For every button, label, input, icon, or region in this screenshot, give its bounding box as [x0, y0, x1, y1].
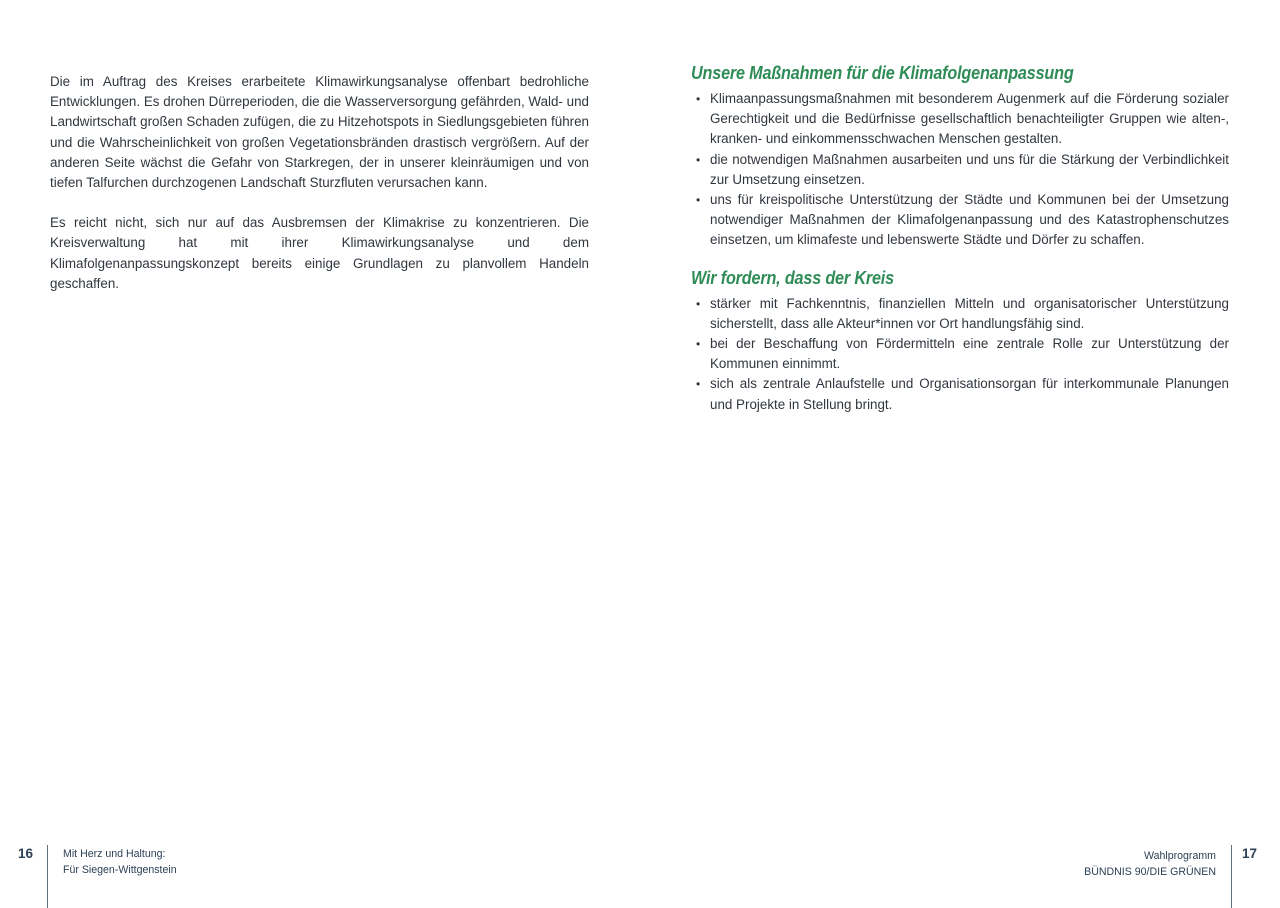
bullet-text: die notwendigen Maßnahmen ausarbeiten und uns für die Stärkung der Verbindlichkeit zur Umsetzung einsetzen.: [710, 151, 1229, 187]
page-left-text-column: [50, 72, 589, 294]
bullet-list: [691, 294, 1229, 415]
footer-divider-left: [47, 845, 48, 908]
list-item: [691, 89, 1229, 150]
bullet-icon: •: [696, 377, 701, 392]
bullet-text: uns für kreispolitische Unterstützung der Städte und Kommunen bei der Umsetzung notwendiger Maßnahmen der Klimafolgenanpassung und des Katastrophenschutzes einsetzen, um klimafeste und lebenswerte Städte und Dörfer zu schaffen.: [710, 192, 1229, 248]
footer-imprint-left: [63, 847, 177, 878]
page-right-text-column: [691, 63, 1229, 415]
bullet-text: bei der Beschaffung von Fördermitteln eine zentrale Rolle zur Unterstützung der Kommunen einnimmt.: [710, 336, 1229, 372]
bullet-icon: •: [696, 296, 701, 311]
bullet-icon: •: [696, 337, 701, 352]
paragraph: Es reicht nicht, sich nur auf das Ausbremsen der Klimakrise zu konzentrieren. Die Kreisverwaltung hat mit ihrer Klimawirkungsanalyse und dem Klimafolgenanpassungskonzept bereits einige Grundlagen zu planvollem Handeln geschaffen.: [50, 215, 589, 291]
footer-imprint-right: [1084, 849, 1216, 880]
bullet-text: stärker mit Fachkenntnis, finanziellen Mitteln und organisatorischer Unterstützung sicherstellt, dass alle Akteur*innen vor Ort handlungsfähig sind.: [710, 295, 1229, 331]
bullet-text: Klimaanpassungsmaßnahmen mit besonderem Augenmerk auf die Förderung sozialer Gerechtigkeit und die Bedürfnisse gesellschaftlich benachteiligter Gruppen wie alten-, kranken- und einkommensschwachen Menschen gestalten.: [710, 91, 1229, 147]
page-number-left: 16: [18, 846, 34, 861]
list-item: [691, 334, 1229, 374]
imprint-line: BÜNDNIS 90/DIE GRÜNEN: [1084, 865, 1216, 878]
list-item: [691, 294, 1229, 334]
list-item: [691, 374, 1229, 414]
paragraph: Die im Auftrag des Kreises erarbeitete Klimawirkungsanalyse offenbart bedrohliche Entwicklungen. Es drohen Dürreperioden, die die Wasserversorgung gefährden, Wald- und Landwirtschaft großen Schaden zufügen, die zu Hitzehotspots in Siedlungsgebieten führen und die Wahrscheinlichkeit von großen Vegetationsbränden drastisch vergrößern. Auf der anderen Seite wächst die Gefahr von Starkregen, der in unserer kleinräumigen und von tiefen Talfurchen durchzogenen Landschaft Sturzfluten verursachen kann.: [50, 74, 589, 191]
imprint-line: Für Siegen-Wittgenstein: [63, 863, 177, 876]
footer-divider-right: [1231, 845, 1232, 908]
section-heading: Wir fordern, dass der Kreis: [691, 267, 894, 288]
section-heading: Unsere Maßnahmen für die Klimafolgenanpassung: [691, 63, 1074, 83]
bullet-icon: •: [696, 193, 701, 208]
imprint-line: Mit Herz und Haltung:: [63, 848, 166, 860]
section-wir-fordern: [691, 268, 1229, 415]
bullet-icon: •: [696, 152, 701, 167]
bullet-icon: •: [696, 92, 701, 106]
imprint-line: Wahlprogramm: [1143, 850, 1216, 862]
bullet-list: [691, 89, 1229, 251]
page-number-right: 17: [1242, 846, 1258, 861]
list-item: [691, 190, 1229, 251]
bullet-text: sich als zentrale Anlaufstelle und Organisationsorgan für interkommunale Planungen und Projekte in Stellung bringt.: [710, 376, 1229, 412]
section-klimafolgenanpassung: [691, 63, 1229, 251]
list-item: [691, 150, 1229, 190]
